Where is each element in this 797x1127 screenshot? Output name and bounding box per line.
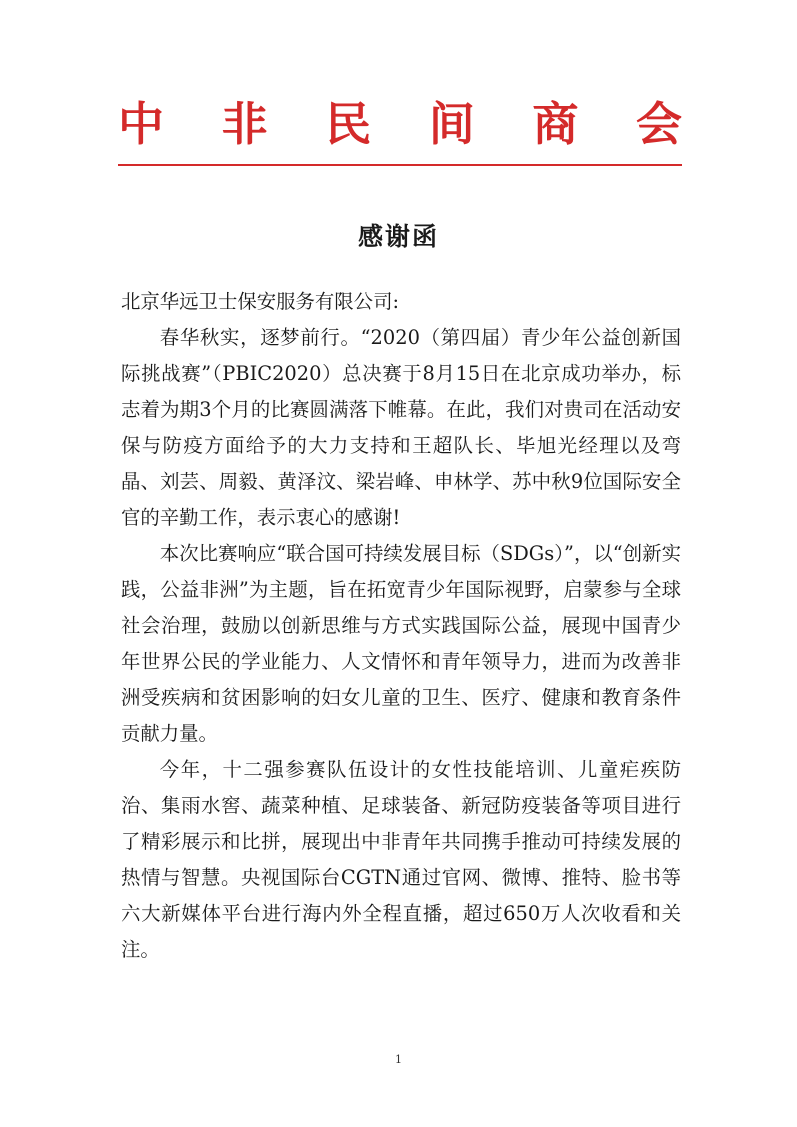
document-title: 感谢函: [357, 222, 439, 251]
letter-body: [121, 284, 681, 968]
letterhead-divider: [118, 164, 682, 166]
paragraph: 本次比赛响应“联合国可持续发展目标（SDGs）”，以“创新实践，公益非洲”为主题，旨在拓宽青少年国际视野，启蒙参与全球社会治理，鼓励以创新思维与方式实践国际公益，展现中国青少年世界公民的学业能力、人文情怀和青年领导力，进而为改善非洲受疾病和贫困影响的妇女儿童的卫生、医疗、健康和教育条件贡献力量。: [121, 542, 681, 745]
letterhead-char: 民: [325, 97, 372, 151]
letterhead-char: 会: [635, 97, 682, 151]
letterhead-char: 商: [532, 97, 579, 151]
letterhead: [118, 94, 682, 154]
salutation: 北京华远卫士保安服务有限公司:: [121, 290, 400, 313]
letterhead-char: 非: [221, 97, 268, 151]
letterhead-char: 中: [118, 97, 164, 151]
paragraph: 春华秋实，逐梦前行。“2020（第四届）青少年公益创新国际挑战赛”（PBIC2020）总决赛于8月15日在北京成功举办，标志着为期3个月的比赛圆满落下帷幕。在此，我们对贵司在活动安保与防疫方面给予的大力支持和王超队长、毕旭光经理以及弯晶、刘芸、周毅、黄泽汶、梁岩峰、申林学、苏中秋9位国际安全官的辛勤工作，表示衷心的感谢!: [121, 326, 681, 529]
paragraph: 今年，十二强参赛队伍设计的女性技能培训、儿童疟疾防治、集雨水窖、蔬菜种植、足球装备、新冠防疫装备等项目进行了精彩展示和比拼，展现出中非青年共同携手推动可持续发展的热情与智慧。央视国际台CGTN通过官网、微博、推特、脸书等六大新媒体平台进行海内外全程直播，超过650万人次收看和关注。: [121, 758, 681, 961]
letterhead-char: 间: [428, 97, 475, 151]
page-number: 1: [395, 1053, 402, 1066]
